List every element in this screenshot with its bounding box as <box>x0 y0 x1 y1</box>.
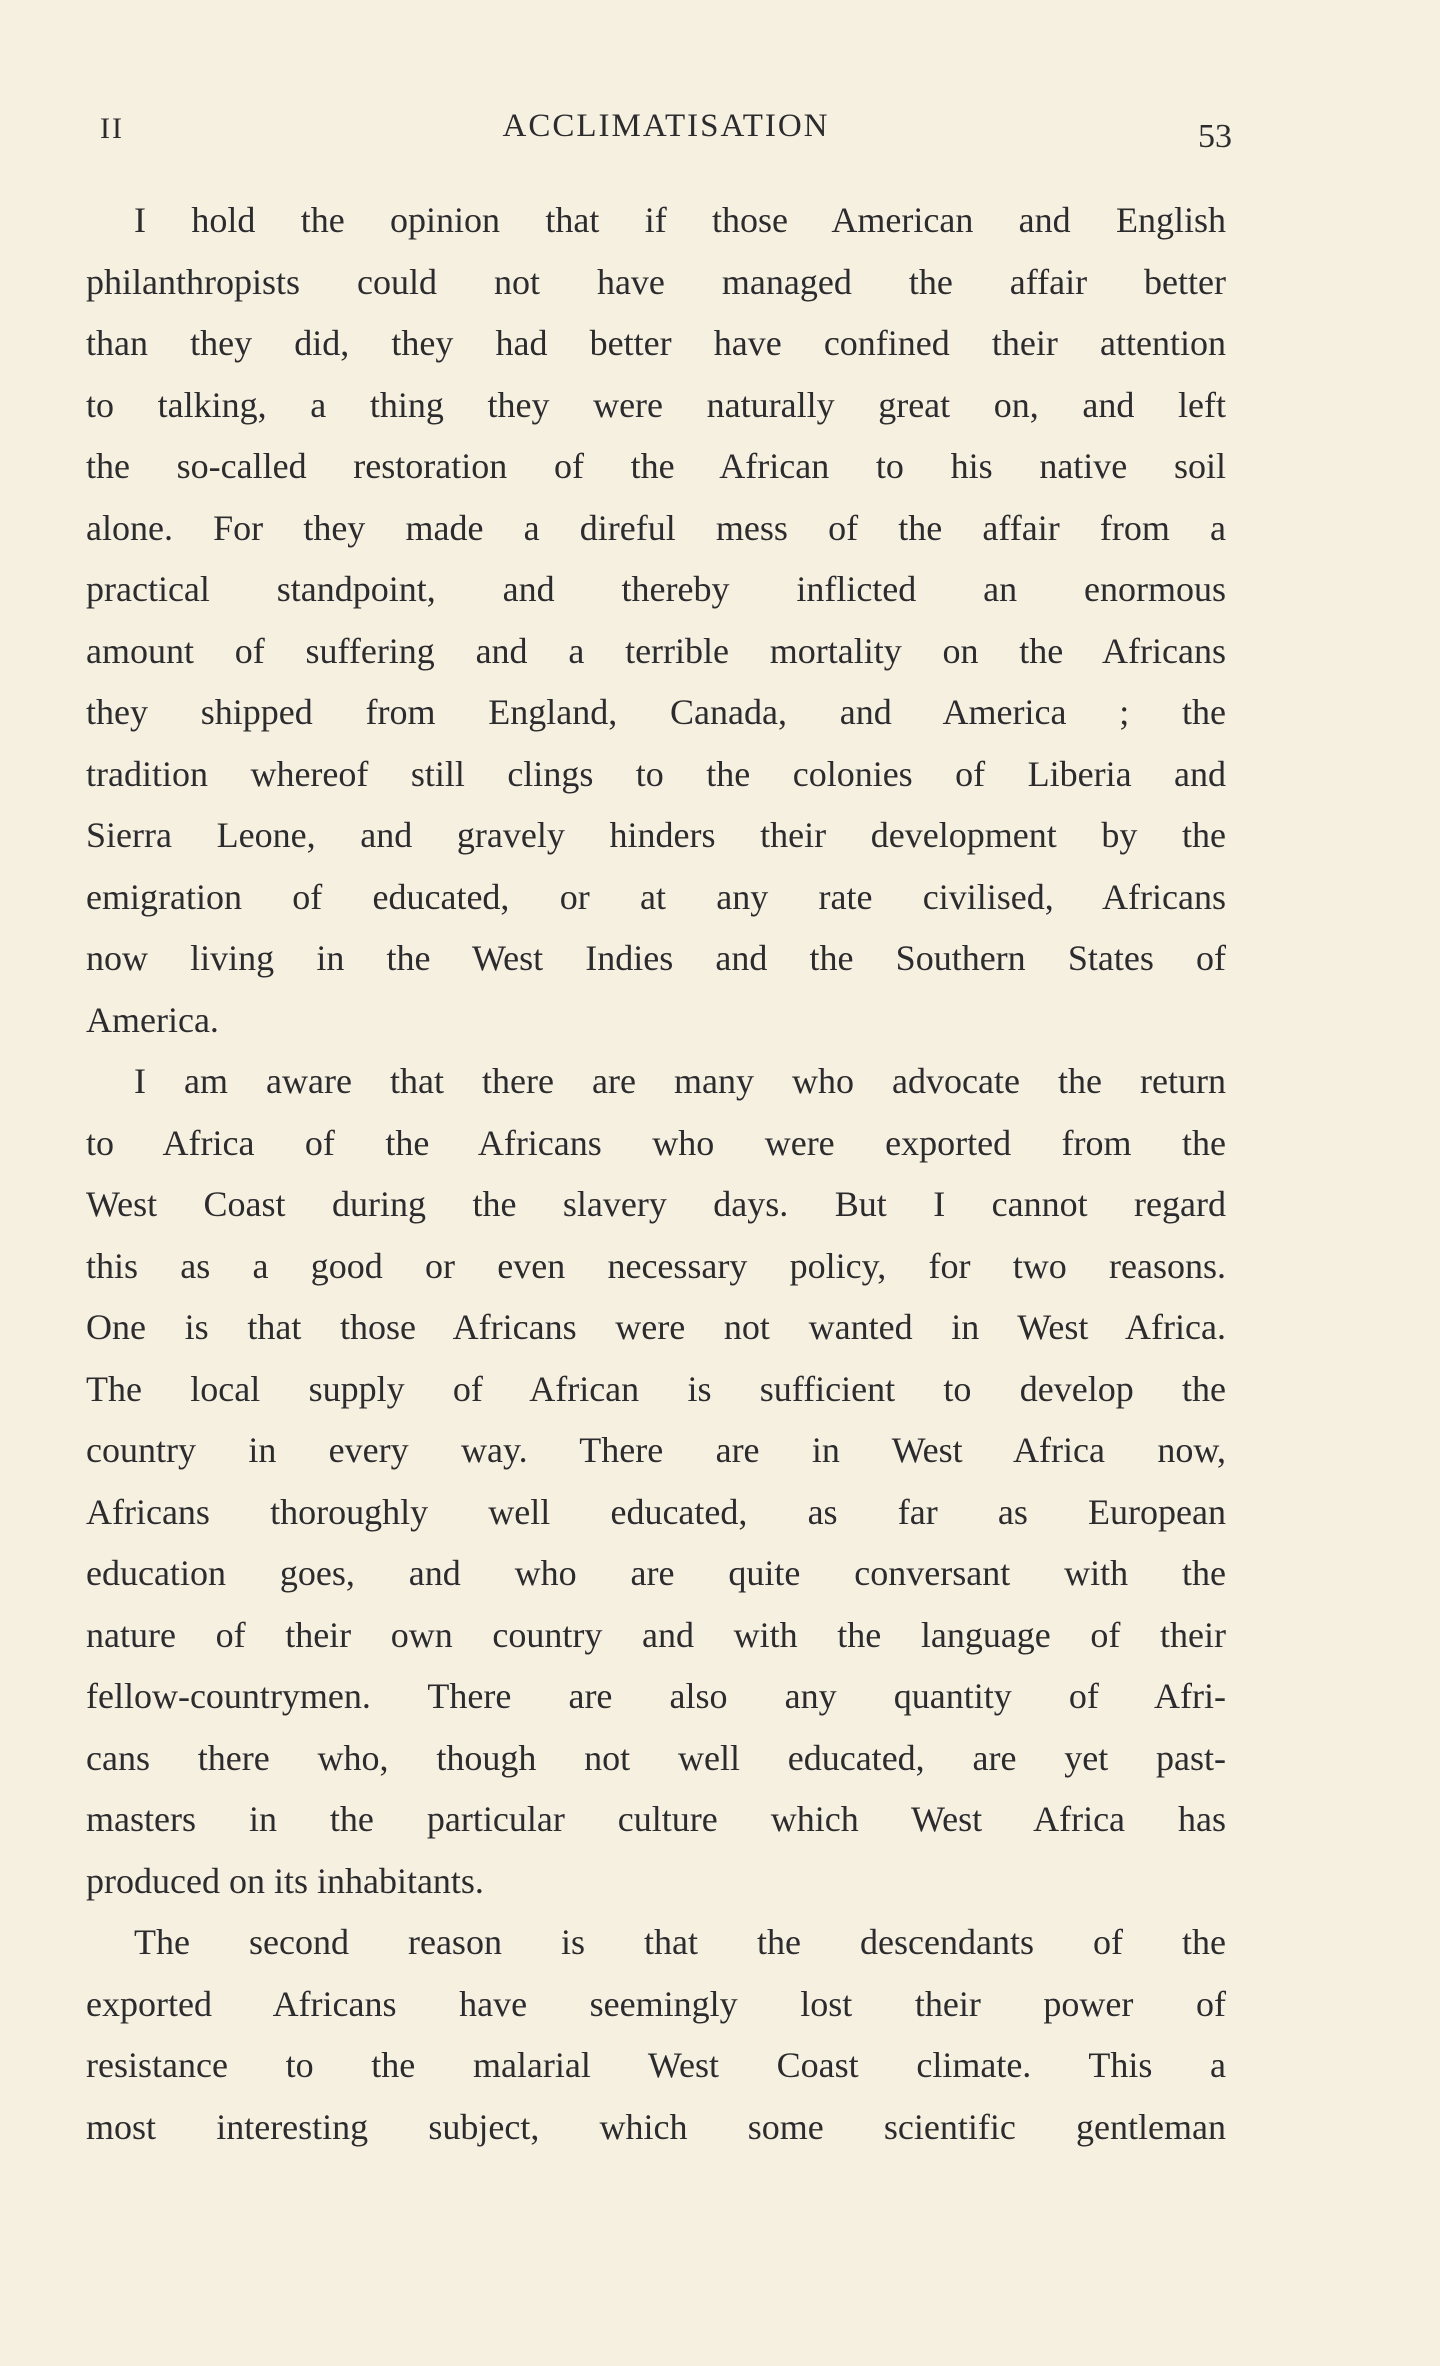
text-line: resistance to the malarial West Coast climate. This a <box>86 2045 1226 2085</box>
text-line: education goes, and who are quite conversant with the <box>86 1553 1226 1593</box>
text-line: the so-called restoration of the African to his native soil <box>86 446 1226 486</box>
text-line: most interesting subject, which some scientific gentleman <box>86 2106 1226 2147</box>
text-line: fellow-countrymen. There are also any quantity of Afri- <box>86 1676 1226 1716</box>
text-line: One is that those Africans were not wanted in West Africa. <box>86 1307 1226 1347</box>
text-line: tradition whereof still clings to the colonies of Liberia and <box>86 753 1226 794</box>
text-line: to Africa of the Africans who were exported from the <box>86 1122 1226 1163</box>
running-title: ACCLIMATISATION <box>502 108 830 144</box>
text-line: The local supply of African is sufficient to develop the <box>86 1368 1226 1409</box>
text-line: cans there who, though not well educated, are yet past- <box>86 1737 1226 1778</box>
text-line: they shipped from England, Canada, and America ; the <box>86 692 1226 732</box>
text-line: alone. For they made a direful mess of the affair from a <box>86 507 1226 548</box>
text-line: exported Africans have seemingly lost their power of <box>86 1983 1226 2024</box>
text-line: than they did, they had better have confined their attention <box>86 323 1226 363</box>
text-line: this as a good or even necessary policy, for two reasons. <box>86 1245 1226 1286</box>
text-line: West Coast during the slavery days. But I cannot regard <box>86 1184 1226 1224</box>
text-line: amount of suffering and a terrible mortality on the Africans <box>86 630 1226 671</box>
text-line: emigration of educated, or at any rate civilised, Africans <box>86 876 1226 917</box>
chapter-number: II <box>100 112 124 145</box>
text-line: masters in the particular culture which West Africa has <box>86 1799 1226 1839</box>
text-line: produced on its inhabitants. <box>86 1860 484 1901</box>
text-line: I hold the opinion that if those American and English <box>134 200 1226 240</box>
text-line: country in every way. There are in West Africa now, <box>86 1430 1226 1470</box>
text-line: Sierra Leone, and gravely hinders their development by the <box>86 815 1226 855</box>
text-line: The second reason is that the descendants of the <box>134 1922 1226 1962</box>
text-line: I am aware that there are many who advocate the return <box>134 1061 1226 1101</box>
text-line: America. <box>86 999 219 1040</box>
text-line: practical standpoint, and thereby inflicted an enormous <box>86 569 1226 609</box>
text-line: Africans thoroughly well educated, as far as European <box>86 1491 1226 1532</box>
text-line: to talking, a thing they were naturally great on, and left <box>86 384 1226 425</box>
text-line: philanthropists could not have managed the affair better <box>86 261 1226 302</box>
text-line: now living in the West Indies and the Southern States of <box>86 938 1226 978</box>
running-head <box>100 104 1232 155</box>
page-number: 53 <box>1198 118 1232 155</box>
body-text <box>86 190 1226 2158</box>
text-line: nature of their own country and with the language of their <box>86 1614 1226 1655</box>
